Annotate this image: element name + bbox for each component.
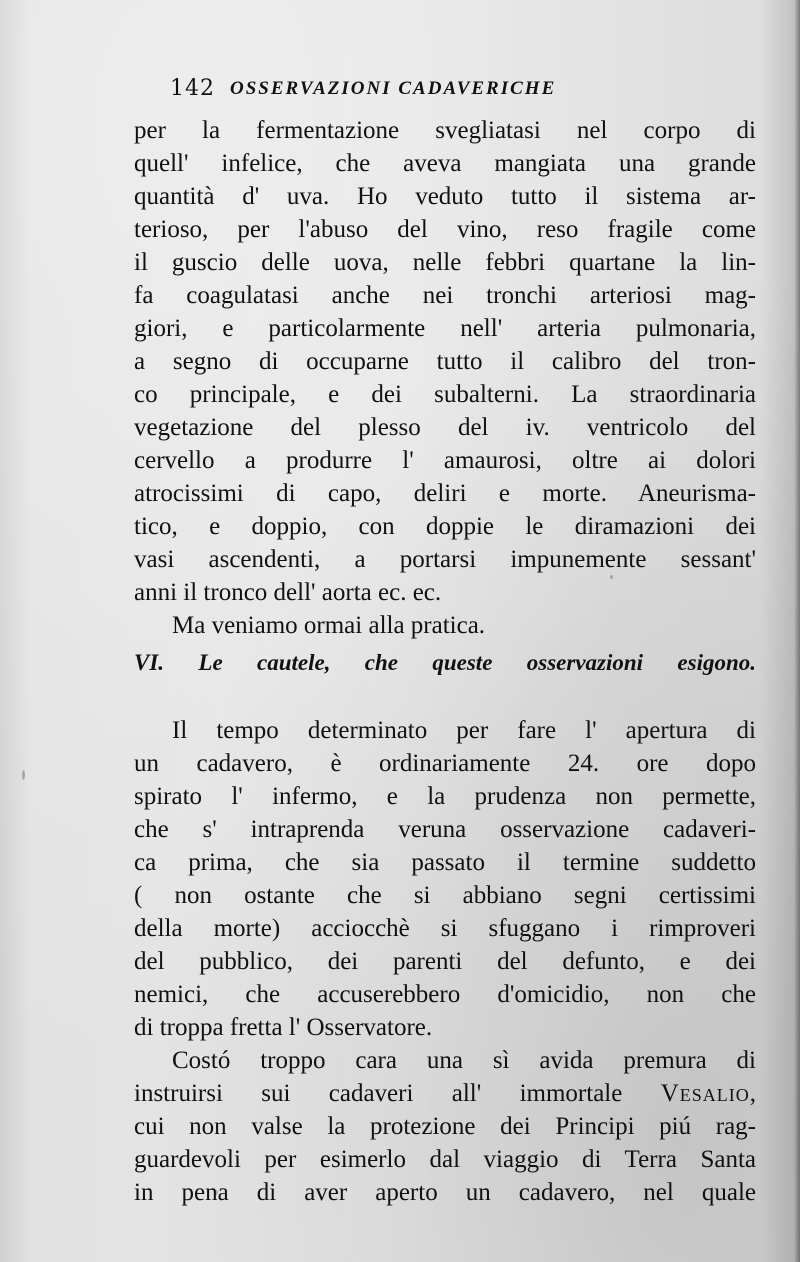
text-line: Costó troppo cara una sì avida premura di: [172, 1047, 756, 1074]
text-line: terioso, per l'abuso del vino, reso fragile come: [134, 216, 756, 243]
text-line: un cadavero, è ordinariamente 24. ore dopo: [134, 750, 756, 777]
text-line: quell' infelice, che aveva mangiata una grande: [134, 150, 756, 177]
text-line: in pena di aver aperto un cadavero, nel quale: [134, 1179, 756, 1206]
text-line: della morte) acciocchè si sfuggano i rimproveri: [134, 915, 756, 942]
text-line: che s' intraprenda veruna osservazione cadaveri-: [134, 816, 756, 843]
text-line: vasi ascendenti, a portarsi impunemente sessant': [134, 546, 756, 573]
text-line: del pubblico, dei parenti del defunto, e dei: [134, 948, 756, 975]
text-line: ( non ostante che si abbiano segni certissimi: [134, 882, 756, 909]
text-line: anni il tronco dell' aorta ec. ec.: [134, 579, 442, 606]
text-line: vegetazione del plesso del iv. ventricolo del: [134, 414, 756, 441]
text-line: nemici, che accuserebbero d'omicidio, non che: [134, 981, 756, 1008]
section-heading: VI. Le cautele, che queste osservazioni esigono.: [134, 650, 756, 675]
text-line: a segno di occuparne tutto il calibro del tron-: [134, 348, 756, 375]
paragraph-1: [134, 114, 756, 642]
author-name: Vesalio: [660, 1080, 750, 1107]
text-line: cervello a produrre l' amaurosi, oltre ai dolori: [134, 447, 756, 474]
text-line: Il tempo determinato per fare l' apertura di: [172, 717, 756, 744]
paper-speck: [610, 575, 613, 579]
text-line-with-name: [134, 1077, 756, 1110]
text-line: per la fermentazione svegliatasi nel corpo di: [134, 117, 756, 144]
text-fragment: ,: [749, 1080, 756, 1107]
text-line: atrocissimi di capo, deliri e morte. Aneurisma-: [134, 480, 756, 507]
text-line: giori, e particolarmente nell' arteria pulmonaria,: [134, 315, 756, 342]
text-line: spirato l' infermo, e la prudenza non permette,: [134, 783, 756, 810]
text-fragment: instruirsi sui cadaveri all' immortale: [134, 1080, 661, 1107]
page-edge-shadow: [794, 0, 800, 1262]
running-head: OSSERVAZIONI CADAVERICHE: [230, 78, 557, 99]
text-line: di troppa fretta l' Osservatore.: [134, 1014, 433, 1041]
text-line: cui non valse la protezione dei Principi piú rag-: [134, 1113, 756, 1140]
paper-speck: [214, 1190, 218, 1195]
page-header: [140, 76, 660, 108]
paragraph-3: [134, 714, 756, 1209]
text-line: guardevoli per esimerlo dal viaggio di Terra Santa: [134, 1146, 756, 1173]
text-line: co principale, e dei subalterni. La straordinaria: [134, 381, 756, 408]
text-line: tico, e doppio, con doppie le diramazioni dei: [134, 513, 756, 540]
text-line: ca prima, che sia passato il termine suddetto: [134, 849, 756, 876]
text-line: quantità d' uva. Ho veduto tutto il sistema ar-: [134, 183, 756, 210]
page-number: 142: [170, 76, 215, 101]
paragraph-2: Ma veniamo ormai alla pratica.: [172, 612, 486, 639]
paper-speck: [22, 770, 25, 780]
text-line: fa coagulatasi anche nei tronchi arteriosi mag-: [134, 282, 756, 309]
text-line: il guscio delle uova, nelle febbri quartane la lin-: [134, 249, 756, 276]
